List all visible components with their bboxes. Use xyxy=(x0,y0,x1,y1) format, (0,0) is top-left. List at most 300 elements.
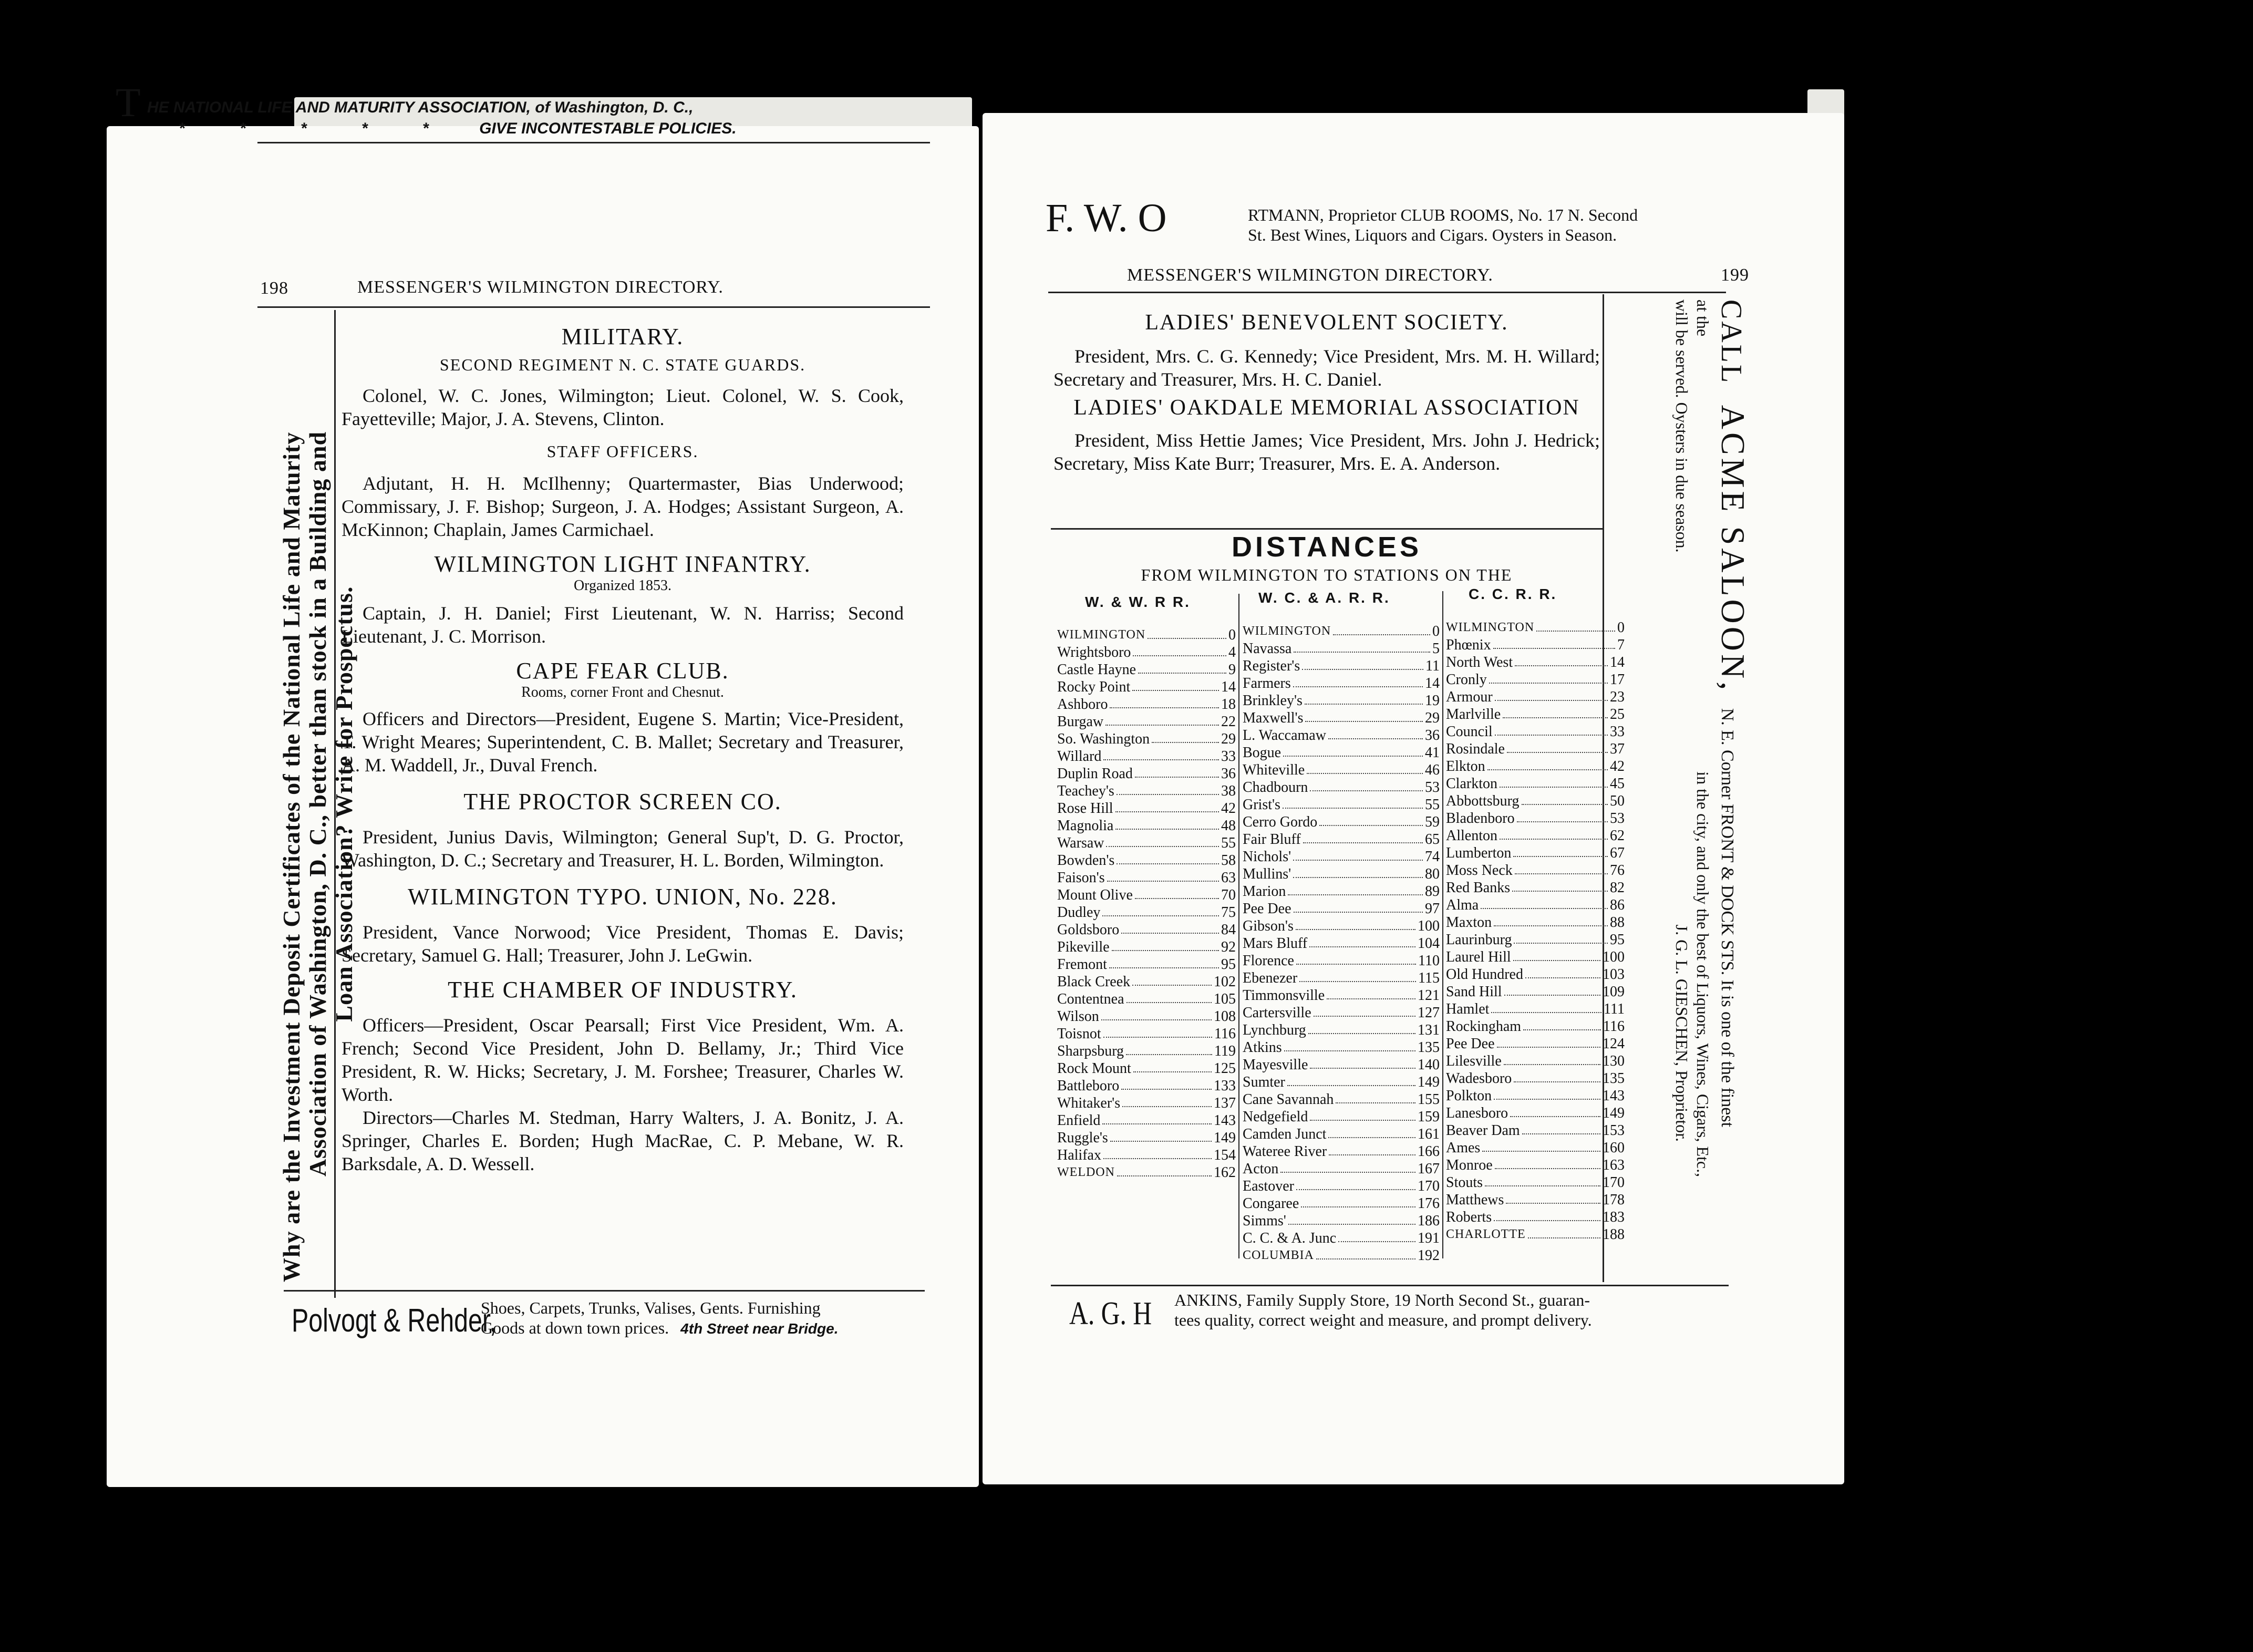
leader-dots xyxy=(1152,730,1219,743)
distance-row xyxy=(1057,626,1236,644)
station-name: Monroe xyxy=(1446,1157,1493,1173)
section-title: THE CHAMBER OF INDUSTRY. xyxy=(448,977,798,1003)
distance-miles: 80 xyxy=(1425,866,1440,882)
leader-dots xyxy=(1493,636,1615,649)
leader-dots xyxy=(1309,935,1415,947)
leader-dots xyxy=(1101,1008,1212,1020)
station-name: Mount Olive xyxy=(1057,887,1133,903)
distance-row xyxy=(1243,1230,1440,1247)
distance-miles: 9 xyxy=(1228,662,1236,678)
distance-row xyxy=(1243,1056,1440,1073)
distance-miles: 102 xyxy=(1214,974,1236,990)
distances-header xyxy=(1051,531,1603,585)
distance-row xyxy=(1057,1129,1236,1147)
advert-line-1: Shoes, Carpets, Trunks, Valises, Gents. Furnishing xyxy=(481,1298,821,1317)
leader-dots xyxy=(1293,865,1423,878)
distance-miles: 0 xyxy=(1432,623,1440,639)
station-name: Atkins xyxy=(1243,1039,1282,1056)
distance-miles: 23 xyxy=(1610,689,1625,705)
distance-row xyxy=(1446,862,1625,879)
distance-miles: 53 xyxy=(1610,810,1625,827)
leader-dots xyxy=(1102,904,1219,916)
station-name: CHARLOTTE xyxy=(1446,1227,1526,1241)
station-name: Camden Junct xyxy=(1243,1126,1327,1142)
distances-title: DISTANCES xyxy=(1231,531,1422,563)
station-name: Warsaw xyxy=(1057,835,1104,851)
section-title: THE PROCTOR SCREEN CO. xyxy=(463,789,782,814)
leader-dots xyxy=(1514,1070,1600,1082)
distance-row xyxy=(1243,848,1440,865)
distance-row xyxy=(1243,1039,1440,1056)
distance-miles: 163 xyxy=(1603,1157,1625,1173)
distance-row xyxy=(1446,775,1625,792)
leader-dots xyxy=(1109,956,1219,968)
distance-miles: 116 xyxy=(1214,1026,1236,1042)
distance-miles: 167 xyxy=(1418,1161,1440,1177)
distance-row xyxy=(1243,987,1440,1004)
distance-miles: 36 xyxy=(1221,766,1236,782)
station-name: Contentnea xyxy=(1057,991,1124,1007)
distance-miles: 84 xyxy=(1221,922,1236,938)
distance-miles: 0 xyxy=(1228,627,1236,643)
distance-miles: 159 xyxy=(1418,1109,1440,1125)
distance-row xyxy=(1057,696,1236,713)
distance-row xyxy=(1243,1195,1440,1212)
leader-dots xyxy=(1328,1126,1415,1138)
station-name: Lilesville xyxy=(1446,1053,1502,1069)
leader-dots xyxy=(1489,671,1608,684)
station-name: North West xyxy=(1446,654,1513,670)
distance-miles: 53 xyxy=(1425,779,1440,796)
distance-row xyxy=(1243,744,1440,761)
distance-miles: 74 xyxy=(1425,849,1440,865)
distance-miles: 121 xyxy=(1418,987,1440,1004)
leader-dots xyxy=(1105,713,1219,726)
distance-row xyxy=(1446,983,1625,1000)
station-name: Rockingham xyxy=(1446,1018,1522,1035)
table-divider xyxy=(1238,594,1239,1258)
running-head: MESSENGER'S WILMINGTON DIRECTORY. xyxy=(357,277,724,297)
leader-dots xyxy=(1336,1091,1415,1103)
distance-miles: 38 xyxy=(1221,783,1236,799)
distance-row xyxy=(1243,1073,1440,1091)
distance-miles: 45 xyxy=(1610,776,1625,792)
station-name: Cronly xyxy=(1446,672,1487,688)
station-name: Ames xyxy=(1446,1140,1481,1156)
leader-dots xyxy=(1103,748,1219,760)
distance-row xyxy=(1243,623,1440,640)
station-name: Lanesboro xyxy=(1446,1105,1508,1121)
distance-row xyxy=(1243,727,1440,744)
distance-row xyxy=(1446,654,1625,671)
station-name: Fremont xyxy=(1057,956,1107,973)
leader-dots xyxy=(1503,706,1608,718)
station-name: Mayesville xyxy=(1243,1057,1308,1073)
distance-miles: 108 xyxy=(1214,1008,1236,1025)
station-name: Duplin Road xyxy=(1057,766,1133,782)
station-name: Stouts xyxy=(1446,1174,1483,1191)
distance-row xyxy=(1243,831,1440,848)
station-name: Burgaw xyxy=(1057,714,1104,730)
distance-row xyxy=(1243,1126,1440,1143)
leader-dots xyxy=(1110,1129,1212,1142)
station-name: Marion xyxy=(1243,883,1286,900)
station-name: Rocky Point xyxy=(1057,679,1131,695)
distance-miles: 111 xyxy=(1604,1001,1625,1017)
distance-miles: 55 xyxy=(1425,797,1440,813)
distance-miles: 25 xyxy=(1610,706,1625,722)
distance-row xyxy=(1057,869,1236,886)
distance-miles: 37 xyxy=(1610,741,1625,757)
advert-at-the: at the xyxy=(1693,300,1712,337)
station-name: Eastover xyxy=(1243,1178,1294,1194)
station-name: Abbottsburg xyxy=(1446,793,1520,809)
leader-dots xyxy=(1296,1178,1415,1190)
column-header: W. C. & A. R. R. xyxy=(1258,590,1390,606)
distance-row xyxy=(1243,969,1440,987)
station-name: Old Hundred xyxy=(1446,966,1523,983)
leader-dots xyxy=(1132,678,1219,691)
leader-dots xyxy=(1495,1157,1600,1169)
distance-miles: 42 xyxy=(1221,800,1236,817)
station-name: Wadesboro xyxy=(1446,1070,1512,1087)
distance-row xyxy=(1446,706,1625,723)
station-name: Wateree River xyxy=(1243,1143,1327,1160)
station-name: Polkton xyxy=(1446,1088,1492,1104)
leader-dots xyxy=(1308,1021,1415,1034)
distance-miles: 88 xyxy=(1610,914,1625,931)
leader-dots xyxy=(1525,966,1600,978)
page-number: 199 xyxy=(1721,265,1749,285)
leader-dots xyxy=(1133,1060,1212,1072)
station-name: Simms' xyxy=(1243,1213,1286,1229)
distance-miles: 76 xyxy=(1610,862,1625,879)
station-name: Enfield xyxy=(1057,1112,1101,1129)
station-name: Allenton xyxy=(1446,828,1497,844)
leader-dots xyxy=(1115,817,1219,830)
station-name: Nedgefield xyxy=(1243,1109,1308,1125)
leader-dots xyxy=(1132,973,1212,986)
distance-row xyxy=(1057,1025,1236,1042)
station-name: Dudley xyxy=(1057,904,1101,921)
station-name: Beaver Dam xyxy=(1446,1122,1520,1139)
section-text: President, Mrs. C. G. Kennedy; Vice President, Mrs. M. H. Willard; Secretary and Treasurer, Mrs. H. C. Daniel. xyxy=(1053,346,1600,390)
divider xyxy=(257,142,930,143)
advert-initial: T xyxy=(116,79,141,125)
leader-dots xyxy=(1126,1042,1212,1055)
station-name: Whitaker's xyxy=(1057,1095,1121,1111)
advert-line-1: ANKINS, Family Supply Store, 19 North Second St., guaran- xyxy=(1174,1290,1590,1309)
distance-row xyxy=(1243,1247,1440,1264)
leader-dots xyxy=(1121,1077,1212,1090)
leader-dots xyxy=(1500,827,1608,840)
station-name: Cerro Gordo xyxy=(1243,814,1318,830)
station-name: Ruggle's xyxy=(1057,1130,1108,1146)
distance-miles: 0 xyxy=(1617,620,1625,636)
distance-row xyxy=(1057,1112,1236,1129)
distance-row xyxy=(1243,779,1440,796)
distance-row xyxy=(1243,1160,1440,1178)
leader-dots xyxy=(1121,921,1219,934)
distance-row xyxy=(1243,1004,1440,1021)
station-name: Roberts xyxy=(1446,1209,1492,1225)
distance-row xyxy=(1057,1042,1236,1060)
leader-dots xyxy=(1110,696,1219,708)
distance-miles: 89 xyxy=(1425,883,1440,900)
distance-miles: 63 xyxy=(1221,870,1236,886)
leader-dots xyxy=(1333,623,1430,635)
leader-dots xyxy=(1148,626,1226,639)
section-title: WILMINGTON LIGHT INFANTRY. xyxy=(434,551,811,577)
leader-dots xyxy=(1284,1039,1415,1051)
distance-row xyxy=(1057,973,1236,990)
distance-miles: 33 xyxy=(1221,748,1236,765)
station-name: Bladenboro xyxy=(1446,810,1515,827)
distance-row xyxy=(1057,904,1236,921)
leader-dots xyxy=(1504,1052,1600,1065)
section-text: Captain, J. H. Daniel; First Lieutenant, W. N. Harriss; Second Lieutenant, J. C. Morrison. xyxy=(342,603,904,647)
distance-row xyxy=(1057,800,1236,817)
leader-dots xyxy=(1107,869,1219,882)
station-name: Maxton xyxy=(1446,914,1492,931)
distance-row xyxy=(1446,896,1625,914)
section-text: President, Junius Davis, Wilmington; General Sup't, D. G. Proctor, Washington, D. C.; Secretary and Treasurer, H. L. Borden, Wilmington. xyxy=(342,827,904,871)
distance-miles: 140 xyxy=(1418,1057,1440,1073)
advert-line-1: RTMANN, Proprietor CLUB ROOMS, No. 17 N. Second xyxy=(1248,205,1638,224)
station-name: Rose Hill xyxy=(1057,800,1113,817)
advert-call: CALL xyxy=(1715,300,1748,385)
leader-dots xyxy=(1294,900,1423,913)
distance-row xyxy=(1446,636,1625,654)
distance-row xyxy=(1446,827,1625,844)
distance-miles: 7 xyxy=(1617,637,1625,653)
distance-miles: 14 xyxy=(1425,675,1440,691)
leader-dots xyxy=(1296,917,1415,930)
station-name: Magnolia xyxy=(1057,818,1114,834)
distance-row xyxy=(1243,692,1440,709)
leader-dots xyxy=(1314,1004,1415,1017)
leader-dots xyxy=(1482,1139,1600,1152)
distance-row xyxy=(1446,1226,1625,1243)
distance-miles: 124 xyxy=(1603,1036,1625,1052)
advert-name: Polvogt & Rehder, xyxy=(292,1303,497,1339)
distance-row xyxy=(1446,966,1625,983)
station-name: Willard xyxy=(1057,748,1102,765)
distance-row xyxy=(1243,900,1440,917)
leader-dots xyxy=(1305,709,1423,722)
station-name: Hamlet xyxy=(1446,1001,1490,1017)
distance-miles: 191 xyxy=(1418,1230,1440,1246)
divider xyxy=(1051,1285,1729,1286)
distance-row xyxy=(1446,1174,1625,1191)
leader-dots xyxy=(1106,834,1219,847)
station-name: Battleboro xyxy=(1057,1078,1120,1094)
distance-row xyxy=(1057,1147,1236,1164)
table-divider xyxy=(1442,591,1443,1258)
distance-miles: 36 xyxy=(1425,727,1440,744)
leader-dots xyxy=(1310,779,1423,791)
distance-miles: 137 xyxy=(1214,1095,1236,1111)
station-name: Nichols' xyxy=(1243,849,1291,865)
leader-dots xyxy=(1487,758,1608,770)
station-name: Wilson xyxy=(1057,1008,1099,1025)
station-name: So. Washington xyxy=(1057,731,1150,747)
station-name: Pikeville xyxy=(1057,939,1110,955)
advert-line-3: will be served. Oysters in due season. xyxy=(1672,300,1691,553)
distance-miles: 17 xyxy=(1610,672,1625,688)
station-name: Grist's xyxy=(1243,797,1280,813)
distance-row xyxy=(1446,723,1625,740)
station-name: Fair Bluff xyxy=(1243,831,1301,848)
station-name: Pee Dee xyxy=(1243,901,1291,917)
station-name: Armour xyxy=(1446,689,1493,705)
distance-miles: 170 xyxy=(1418,1178,1440,1194)
distance-miles: 154 xyxy=(1214,1147,1236,1163)
leader-dots xyxy=(1329,1143,1415,1155)
section-title: MILITARY. xyxy=(561,324,684,349)
leader-dots xyxy=(1515,654,1608,666)
distance-miles: 119 xyxy=(1214,1043,1236,1059)
advert-name: ACME SALOON, xyxy=(1714,405,1752,694)
leader-dots xyxy=(1494,1087,1600,1100)
distance-row xyxy=(1446,1209,1625,1226)
station-name: Acton xyxy=(1243,1161,1279,1177)
leader-dots xyxy=(1319,813,1423,826)
distance-miles: 166 xyxy=(1418,1143,1440,1160)
distance-miles: 50 xyxy=(1610,793,1625,809)
leader-dots xyxy=(1500,775,1608,788)
distance-row xyxy=(1057,644,1236,661)
distance-miles: 135 xyxy=(1603,1070,1625,1087)
leader-dots xyxy=(1497,1035,1600,1048)
leader-dots xyxy=(1515,862,1608,874)
distance-row xyxy=(1057,765,1236,782)
distance-miles: 19 xyxy=(1425,693,1440,709)
distance-miles: 48 xyxy=(1221,818,1236,834)
distance-miles: 100 xyxy=(1418,918,1440,934)
divider xyxy=(284,1290,925,1292)
station-name: Brinkley's xyxy=(1243,693,1303,709)
leader-dots xyxy=(1523,1018,1601,1030)
distance-miles: 41 xyxy=(1425,745,1440,761)
station-name: Florence xyxy=(1243,953,1294,969)
advert-line-1: N. E. Corner FRONT & DOCK STS. It is one of the finest xyxy=(1718,708,1737,1128)
station-name: Wrightsboro xyxy=(1057,644,1131,660)
leader-dots xyxy=(1494,914,1608,926)
station-name: Cane Savannah xyxy=(1243,1091,1334,1108)
station-name: Rock Mount xyxy=(1057,1060,1131,1077)
distance-miles: 97 xyxy=(1425,901,1440,917)
distance-miles: 70 xyxy=(1221,887,1236,903)
leader-dots xyxy=(1301,1195,1415,1207)
advert-address: 4th Street near Bridge. xyxy=(680,1320,839,1337)
leader-dots xyxy=(1536,619,1615,632)
advert-stars: * * * * * xyxy=(179,120,454,137)
distance-miles: 155 xyxy=(1418,1091,1440,1108)
distance-miles: 67 xyxy=(1610,845,1625,861)
divider xyxy=(1048,292,1726,293)
divider xyxy=(257,306,930,308)
leader-dots xyxy=(1288,883,1423,895)
leader-dots xyxy=(1307,761,1423,774)
distance-miles: 176 xyxy=(1418,1195,1440,1212)
leader-dots xyxy=(1299,969,1416,982)
distance-row xyxy=(1446,688,1625,706)
station-name: Black Creek xyxy=(1057,974,1131,990)
leader-dots xyxy=(1481,896,1608,909)
distance-row xyxy=(1446,792,1625,810)
leader-dots xyxy=(1327,987,1415,999)
station-name: Matthews xyxy=(1446,1192,1504,1208)
advert-line-2: St. Best Wines, Liquors and Cigars. Oysters in Season. xyxy=(1248,225,1617,244)
distance-row xyxy=(1057,1164,1236,1181)
top-advert-left xyxy=(116,79,862,139)
section-text: Officers—President, Oscar Pearsall; First Vice President, Wm. A. French; Second Vice President, John D. Bellamy, Jr.; Third Vice President, R. W. Hicks; Secretary, J. M. Forshee; Treasurer, Charles W. Worth. xyxy=(342,1015,904,1105)
station-name: Goldsboro xyxy=(1057,922,1120,938)
advert-line-2: in the city, and only the best of Liquors, Wines, Cigars, Etc., xyxy=(1693,771,1712,1178)
leader-dots xyxy=(1310,1108,1415,1121)
distance-row xyxy=(1243,1021,1440,1039)
distance-row xyxy=(1243,1143,1440,1160)
leader-dots xyxy=(1510,1104,1600,1117)
section-text: Directors—Charles M. Stedman, Harry Walters, J. A. Bonitz, J. A. Springer, Charles E. Borden; Hugh MacRae, C. P. Mebane, W. R. Barksdale, A. D. Wessell. xyxy=(342,1107,904,1174)
distance-row xyxy=(1243,1178,1440,1195)
distance-row xyxy=(1446,1087,1625,1104)
distance-miles: 188 xyxy=(1603,1226,1625,1243)
distance-row xyxy=(1446,1052,1625,1070)
section-subtitle: Organized 1853. xyxy=(573,577,672,594)
station-name: WILMINGTON xyxy=(1243,624,1331,638)
station-name: Ashboro xyxy=(1057,696,1108,713)
distance-row xyxy=(1446,740,1625,758)
station-name: Faison's xyxy=(1057,870,1105,886)
leader-dots xyxy=(1310,1056,1415,1069)
station-name: Moss Neck xyxy=(1446,862,1513,879)
station-name: Farmers xyxy=(1243,675,1291,691)
leader-dots xyxy=(1495,688,1608,701)
leader-dots xyxy=(1514,931,1608,944)
station-name: Maxwell's xyxy=(1243,710,1304,726)
distance-row xyxy=(1446,1139,1625,1157)
station-name: Lumberton xyxy=(1446,845,1512,861)
distance-miles: 92 xyxy=(1221,939,1236,955)
advert-line-2: tees quality, correct weight and measure, and prompt delivery. xyxy=(1174,1310,1592,1329)
distance-miles: 75 xyxy=(1221,904,1236,921)
section-title: LADIES' BENEVOLENT SOCIETY. xyxy=(1145,311,1508,335)
leader-dots xyxy=(1504,983,1600,996)
distance-miles: 133 xyxy=(1214,1078,1236,1094)
leader-dots xyxy=(1126,990,1212,1003)
distance-row xyxy=(1243,952,1440,969)
distance-row xyxy=(1446,619,1625,636)
station-name: Alma xyxy=(1446,897,1479,913)
distance-miles: 130 xyxy=(1603,1053,1625,1069)
station-name: Laurel Hill xyxy=(1446,949,1511,965)
distance-miles: 46 xyxy=(1425,762,1440,778)
distance-row xyxy=(1243,657,1440,675)
leader-dots xyxy=(1293,848,1423,861)
distance-miles: 86 xyxy=(1610,897,1625,913)
leader-dots xyxy=(1280,1160,1415,1173)
distance-miles: 149 xyxy=(1418,1074,1440,1090)
leader-dots xyxy=(1283,796,1423,809)
distance-miles: 14 xyxy=(1610,654,1625,670)
leader-dots xyxy=(1112,938,1219,951)
section-text: Adjutant, H. H. McIlhenny; Quartermaster, Bias Underwood; Commissary, J. F. Bishop; Surgeon, J. A. Hodges; Assistant Surgeon, A. McKinnon; Chaplain, James Carmichael. xyxy=(342,473,904,540)
station-name: COLUMBIA xyxy=(1243,1248,1315,1262)
leader-dots xyxy=(1507,740,1608,753)
station-name: Gibson's xyxy=(1243,918,1294,934)
